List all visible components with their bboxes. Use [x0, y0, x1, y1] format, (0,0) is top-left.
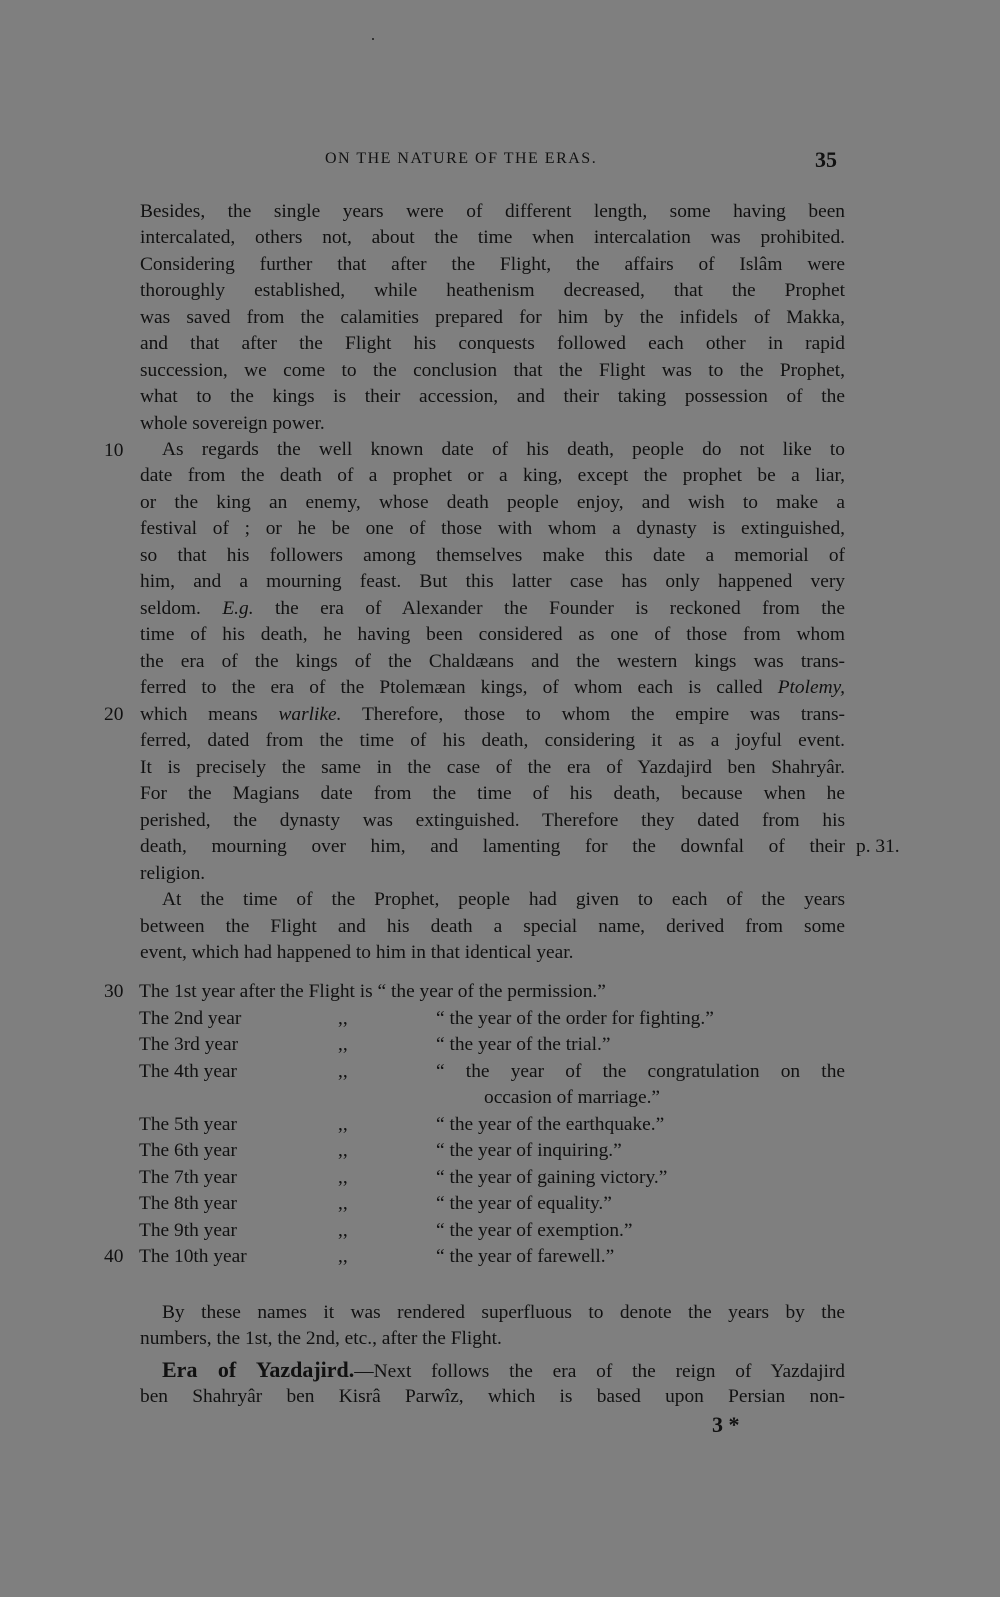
text-line: date from the death of a prophet or a king, except the prophet be a liar, — [140, 465, 845, 486]
text-line: what to the kings is their accession, and their taking possession of the — [140, 386, 845, 407]
text-line-ptolemy — [140, 674, 845, 701]
text-line: It is precisely the same in the case of the era of Yazdajird ben Shahryâr. — [140, 757, 845, 778]
text-line: Considering further that after the Flight, the affairs of Islâm were — [140, 254, 845, 275]
line-number-20: 20 — [104, 704, 124, 725]
text-line: and that after the Flight his conquests followed each other in rapid — [140, 333, 845, 354]
ditto-mark: ,, — [338, 1193, 348, 1214]
text-line: ferred, dated from the time of his death, considering it as a joyful event. — [140, 730, 845, 751]
text-line: or the king an enemy, whose death people enjoy, and wish to make a — [140, 492, 845, 513]
text-run: ferred to the era of the Ptolemæan kings, of whom each is called — [140, 677, 763, 698]
year-name: “ the year of the earthquake.” — [436, 1114, 665, 1135]
year-label: The 9th year — [139, 1220, 237, 1241]
year-label: The 7th year — [139, 1167, 237, 1188]
ditto-mark: ,, — [338, 1034, 348, 1055]
ditto-mark: ,, — [338, 1008, 348, 1029]
text-line-era-heading — [162, 1356, 845, 1383]
text-line: For the Magians date from the time of his death, because when he — [140, 783, 845, 804]
text-line: intercalated, others not, about the time when intercalation was prohibited. — [140, 227, 845, 248]
text-line: him, and a mourning feast. But this latter case has only happened very — [140, 571, 845, 592]
text-line-eg — [140, 595, 845, 622]
year-label: The 4th year — [139, 1061, 237, 1082]
text-line: Besides, the single years were of different length, some having been — [140, 201, 845, 222]
text-line: event, which had happened to him in that identical year. — [140, 942, 574, 963]
text-line: death, mourning over him, and lamenting for the downfal of their — [140, 836, 845, 857]
text-line: ben Shahryâr ben Kisrâ Parwîz, which is based upon Persian non- — [140, 1386, 845, 1407]
year-name: “ the year of the congratulation on the — [436, 1061, 845, 1082]
ditto-mark: ,, — [338, 1167, 348, 1188]
text-line: between the Flight and his death a special name, derived from some — [140, 916, 845, 937]
year-name: “ the year of equality.” — [436, 1193, 612, 1214]
line-number-10: 10 — [104, 440, 124, 461]
year-label: The 2nd year — [139, 1008, 242, 1029]
text-line: the era of the kings of the Chaldæans and the western kings was trans- — [140, 651, 845, 672]
text-line: festival of ; or he be one of those with whom a dynasty is extinguished, — [140, 518, 845, 539]
year-label: The 8th year — [139, 1193, 237, 1214]
speck-mark — [372, 38, 374, 40]
year-name: “ the year of the order for fighting.” — [436, 1008, 714, 1029]
ditto-mark: ,, — [338, 1140, 348, 1161]
year-name: “ the year of inquiring.” — [436, 1140, 622, 1161]
text-line: so that his followers among themselves make this date a memorial of — [140, 545, 845, 566]
year-name: “ the year of gaining victory.” — [436, 1167, 668, 1188]
text-line: As regards the well known date of his death, people do not like to — [162, 439, 845, 460]
text-line: was saved from the calamities prepared for him by the infidels of Makka, — [140, 307, 845, 328]
text-run: —Next follows the era of the reign of Yazdajird — [354, 1361, 845, 1382]
year-name-continuation: occasion of marriage.” — [484, 1087, 661, 1108]
page-number: 35 — [815, 147, 837, 172]
text-line-warlike — [140, 701, 845, 728]
text-line: time of his death, he having been considered as one of those from whom — [140, 624, 845, 645]
text-line: By these names it was rendered superfluous to denote the years by the — [162, 1302, 845, 1323]
text-run: seldom. — [140, 598, 201, 619]
italic-run: warlike. — [278, 704, 342, 725]
ditto-mark: ,, — [338, 1246, 348, 1267]
text-run: the era of Alexander the Founder is reckoned from the — [275, 598, 845, 619]
signature-mark: 3 * — [712, 1412, 740, 1437]
italic-run: E.g. — [222, 598, 254, 619]
running-title: ON THE NATURE OF THE ERAS. — [325, 150, 598, 167]
section-heading: Era of Yazdajird. — [162, 1357, 355, 1382]
year-label: The 6th year — [139, 1140, 237, 1161]
ditto-mark: ,, — [338, 1114, 348, 1135]
year-name: “ the year of exemption.” — [436, 1220, 633, 1241]
year-name: “ the year of the trial.” — [436, 1034, 611, 1055]
year-label: The 3rd year — [139, 1034, 239, 1055]
text-line: succession, we come to the conclusion that the Flight was to the Prophet, — [140, 360, 845, 381]
line-number-30: 30 — [104, 981, 124, 1002]
year-label: The 10th year — [139, 1246, 247, 1267]
text-run: Therefore, those to whom the empire was trans- — [361, 704, 845, 725]
text-line: numbers, the 1st, the 2nd, etc., after the Flight. — [140, 1328, 502, 1349]
margin-note: p. 31. — [856, 836, 900, 857]
ditto-mark: ,, — [338, 1061, 348, 1082]
year-list-first-row: The 1st year after the Flight is “ the year of the permission.” — [139, 981, 606, 1002]
line-number-40: 40 — [104, 1246, 124, 1267]
italic-run: Ptolemy, — [777, 677, 845, 698]
text-run: which means — [140, 704, 258, 725]
text-line: At the time of the Prophet, people had given to each of the years — [162, 889, 845, 910]
year-name: “ the year of farewell.” — [436, 1246, 615, 1267]
text-line: religion. — [140, 863, 206, 884]
year-label: The 5th year — [139, 1114, 237, 1135]
text-line: thoroughly established, while heathenism decreased, that the Prophet — [140, 280, 845, 301]
text-line: whole sovereign power. — [140, 413, 325, 434]
text-line: perished, the dynasty was extinguished. Therefore they dated from his — [140, 810, 845, 831]
ditto-mark: ,, — [338, 1220, 348, 1241]
